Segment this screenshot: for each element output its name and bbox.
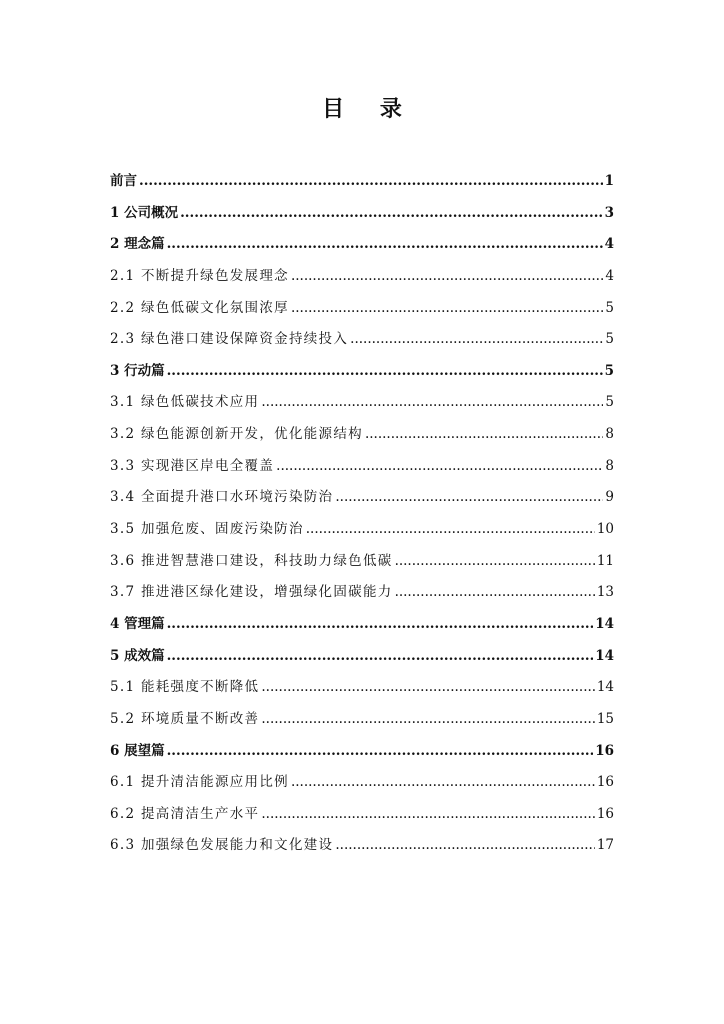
toc-entry-label: 2.3 绿色港口建设保障资金持续投入 xyxy=(110,331,349,348)
toc-entry-label: 3.4 全面提升港口水环境污染防治 xyxy=(110,489,334,506)
toc-entry-label: 6.1 提升清洁能源应用比例 xyxy=(110,774,289,791)
toc-page-number: 14 xyxy=(596,679,614,696)
toc-entry-label: 5.1 能耗强度不断降低 xyxy=(110,679,260,696)
toc-page-number: 14 xyxy=(595,647,614,664)
toc-page-number: 4 xyxy=(605,267,614,284)
toc-entry-1[interactable] xyxy=(110,198,614,230)
toc-entry-label: 2.1 不断提升绿色发展理念 xyxy=(110,267,289,284)
toc-dot-leader xyxy=(395,546,595,578)
toc-entry-3-3[interactable] xyxy=(110,451,614,483)
toc-entry-label: 4 管理篇 xyxy=(110,615,165,632)
page-title: 目 录 xyxy=(322,96,416,122)
toc-entry-5-2[interactable] xyxy=(110,704,614,736)
toc-entry-2-2[interactable] xyxy=(110,293,614,325)
toc-entry-label: 3.5 加强危废、固废污染防治 xyxy=(110,521,304,538)
toc-entry-3-5[interactable] xyxy=(110,514,614,546)
toc-entry-6-3[interactable] xyxy=(110,830,614,862)
toc-entry-label: 3.2 绿色能源创新开发，优化能源结构 xyxy=(110,426,363,443)
toc-dot-leader xyxy=(365,419,603,451)
toc-page-number: 10 xyxy=(596,521,614,538)
toc-entry-6-1[interactable] xyxy=(110,767,614,799)
toc-entry-3-1[interactable] xyxy=(110,387,614,419)
toc-page-number: 16 xyxy=(595,742,614,759)
toc-page-number: 8 xyxy=(605,457,614,474)
toc-entry-label: 5.2 环境质量不断改善 xyxy=(110,710,260,727)
toc-dot-leader xyxy=(276,451,603,483)
toc-entry-label: 3.3 实现港区岸电全覆盖 xyxy=(110,457,275,474)
toc-dot-leader xyxy=(180,198,603,230)
table-of-contents xyxy=(110,166,614,862)
toc-page-number: 8 xyxy=(605,426,614,443)
toc-dot-leader xyxy=(335,482,603,514)
toc-dot-leader xyxy=(261,387,603,419)
toc-dot-leader xyxy=(139,166,603,198)
toc-page-number: 17 xyxy=(596,837,614,854)
toc-dot-leader xyxy=(167,609,594,641)
toc-entry-6-2[interactable] xyxy=(110,799,614,831)
toc-entry-label: 5 成效篇 xyxy=(110,647,165,664)
toc-entry-label: 3 行动篇 xyxy=(110,362,165,379)
toc-entry-3-7[interactable] xyxy=(110,577,614,609)
toc-entry-label: 3.6 推进智慧港口建设，科技助力绿色低碳 xyxy=(110,552,393,569)
toc-page-number: 15 xyxy=(596,710,614,727)
toc-page-number: 5 xyxy=(605,331,614,348)
toc-dot-leader xyxy=(261,704,594,736)
toc-dot-leader xyxy=(335,830,594,862)
toc-dot-leader xyxy=(395,577,595,609)
toc-dot-leader xyxy=(350,324,603,356)
toc-entry-label: 前言 xyxy=(110,173,137,189)
toc-page-number: 16 xyxy=(596,774,614,791)
toc-dot-leader xyxy=(291,261,603,293)
toc-dot-leader xyxy=(291,293,603,325)
toc-entry-preface[interactable] xyxy=(110,166,614,198)
toc-dot-leader xyxy=(261,799,594,831)
toc-entry-5[interactable] xyxy=(110,641,614,673)
toc-entry-label: 6.2 提高清洁生产水平 xyxy=(110,805,260,822)
toc-page-number: 16 xyxy=(596,805,614,822)
toc-entry-3[interactable] xyxy=(110,356,614,388)
toc-entry-4[interactable] xyxy=(110,609,614,641)
toc-entry-label: 1 公司概况 xyxy=(110,204,179,221)
toc-page-number: 5 xyxy=(604,362,614,379)
toc-entry-3-2[interactable] xyxy=(110,419,614,451)
toc-dot-leader xyxy=(167,736,594,768)
toc-entry-label: 3.7 推进港区绿化建设，增强绿化固碳能力 xyxy=(110,584,393,601)
toc-dot-leader xyxy=(167,229,603,261)
toc-entry-3-4[interactable] xyxy=(110,482,614,514)
toc-entry-label: 6.3 加强绿色发展能力和文化建设 xyxy=(110,837,334,854)
toc-entry-2-3[interactable] xyxy=(110,324,614,356)
toc-page-number: 1 xyxy=(604,173,614,189)
toc-page-number: 11 xyxy=(596,552,614,569)
toc-dot-leader xyxy=(167,356,603,388)
toc-dot-leader xyxy=(306,514,595,546)
toc-dot-leader xyxy=(291,767,595,799)
toc-page-number: 9 xyxy=(605,489,614,506)
toc-entry-label: 6 展望篇 xyxy=(110,742,165,759)
toc-page-number: 3 xyxy=(604,204,614,221)
toc-entry-2-1[interactable] xyxy=(110,261,614,293)
toc-dot-leader xyxy=(261,672,594,704)
toc-entry-label: 2.2 绿色低碳文化氛围浓厚 xyxy=(110,299,289,316)
toc-page-number: 5 xyxy=(605,299,614,316)
toc-entry-label: 3.1 绿色低碳技术应用 xyxy=(110,394,260,411)
toc-page-number: 14 xyxy=(595,615,614,632)
toc-entry-2[interactable] xyxy=(110,229,614,261)
toc-entry-5-1[interactable] xyxy=(110,672,614,704)
toc-page-number: 4 xyxy=(604,236,614,253)
toc-entry-6[interactable] xyxy=(110,736,614,768)
toc-page-number: 13 xyxy=(596,584,614,601)
toc-entry-3-6[interactable] xyxy=(110,546,614,578)
toc-entry-label: 2 理念篇 xyxy=(110,236,165,253)
toc-dot-leader xyxy=(167,641,594,673)
toc-page-number: 5 xyxy=(605,394,614,411)
